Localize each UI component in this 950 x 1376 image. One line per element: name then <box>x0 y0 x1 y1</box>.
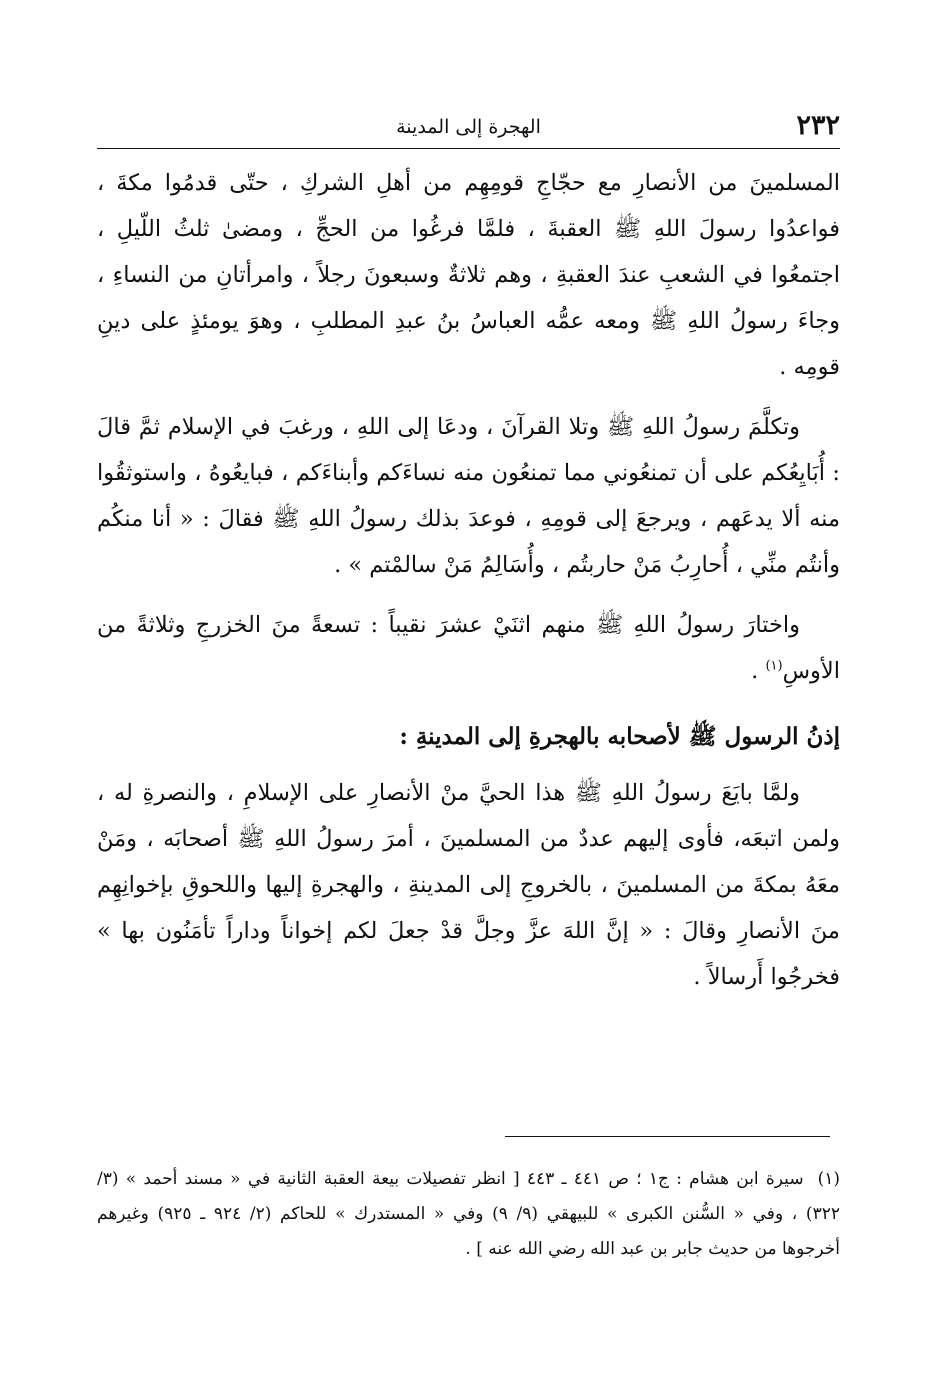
running-title: الهجرة إلى المدينة <box>396 116 541 138</box>
main-text <box>97 160 840 1000</box>
paragraph-2: وتكلَّمَ رسولُ اللهِ ﷺ وتلا القرآنَ ، ودعَا إلى اللهِ ، ورغبَ في الإسلام ثمَّ قالَ : أُبَايِعُكم على أن تمنعُوني مما تمنعُون منه نساءَكم وأبناءَكم ، فبايعُوهُ ، واستوثقُوا منه ألا يدعَهم ، ويرجعَ إلى قومِهِ ، فوعدَ بذلك رسولُ اللهِ ﷺ فقالَ : « أنا منكُم وأنتُم منِّي ، أُحارِبُ مَنْ حاربتُم ، وأُسَالِمُ مَنْ سالمْتم » . <box>97 414 840 578</box>
paragraph-4: ولمَّا بايَعَ رسولُ اللهِ ﷺ هذا الحيَّ منْ الأنصارِ على الإسلامِ ، والنصرةِ له ، ولمن اتبعَه، فأوى إليهم عددٌ من المسلمينَ ، أمرَ رسولُ اللهِ ﷺ أصحابَه ، ومَنْ معَهُ بمكةَ من المسلمينَ ، بالخروجِ إلى المدينةِ ، والهجرةِ إليها واللحوقِ بإخوانِهِم منَ الأنصارِ وقالَ : « إنَّ اللهَ عزَّ وجلَّ قدْ جعلَ لكم إخواناً وداراً تأمَنُون بها » فخرجُوا أَرسالاً . <box>97 780 840 990</box>
section-heading: إذنُ الرسول ﷺ لأصحابه بالهجرةِ إلى المدينةِ : <box>399 723 840 750</box>
paragraph-3 <box>97 602 840 694</box>
paragraph-3-text: واختارَ رسولُ اللهِ ﷺ منهم اثنَيْ عشرَ نقيباً : تسعةً منَ الخزرجِ وثلاثةً من الأوسِ <box>97 612 840 684</box>
footnote-reference[interactable]: (١) <box>765 658 783 674</box>
footnote <box>97 1162 840 1267</box>
footnote-text: سيرة ابن هشام : ج١ ؛ ص ٤٤١ ـ ٤٤٣ [ انظر تفصيلات بيعة العقبة الثانية في « مسند أحمد » (٣/ ٣٢٢) ، وفي « السُّنن الكبرى » للبيهقي (٩/ ٩) وفي « المستدرك » للحاكم (٢/ ٩٢٤ ـ ٩٢٥) وغيرهم أخرجوها من حديث جابر بن عبد الله رضي الله عنه ] . <box>97 1169 840 1259</box>
page-number: ٢٣٢ <box>796 110 840 141</box>
footnote-divider <box>505 1136 830 1137</box>
footnote-number: (١) <box>817 1169 840 1189</box>
paragraph-3-end: . <box>751 658 766 684</box>
page-header <box>97 108 840 149</box>
paragraph-1: المسلمينَ من الأنصارِ مع حجّاجِ قومِهِم من أهلِ الشركِ ، حتّى قدمُوا مكةَ ، فواعدُوا رسولَ اللهِ ﷺ العقبةَ ، فلمَّا فرغُوا من الحجِّ ، ومضىٰ ثلثُ اللّيلِ ، اجتمعُوا في الشعبِ عندَ العقبةِ ، وهم ثلاثةٌ وسبعونَ رجلاً ، وامرأتانِ من النساءِ ، وجاءَ رسولُ اللهِ ﷺ ومعه عمُّه العباسُ بنُ عبدِ المطلبِ ، وهوَ يومئذٍ على دينِ قومِه . <box>97 170 840 380</box>
